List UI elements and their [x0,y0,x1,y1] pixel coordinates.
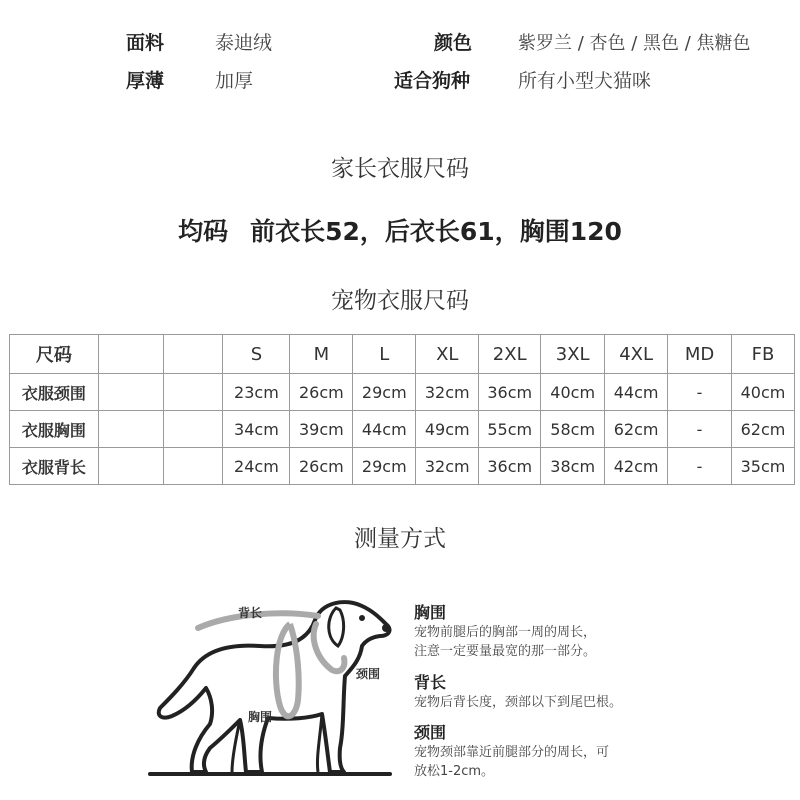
table-cell: 62cm [605,411,668,448]
table-cell: 23cm [223,374,290,411]
measure-item-text: 注意一定要量最宽的那一部分。 [414,644,597,659]
table-cell: 40cm [731,374,794,411]
spec-breed-label: 适合狗种 [394,70,471,92]
table-cell: 62cm [731,411,794,448]
measure-item-title: 胸围 [414,603,447,622]
size-column-header: M [290,335,353,374]
measure-item-neck [414,723,609,781]
spec-fabric-label: 面料 [126,32,165,54]
measure-item-title: 颈围 [414,723,447,742]
diagram-label-neck: 颈围 [356,667,381,681]
table-row [10,448,795,485]
size-column-header: L [353,335,416,374]
spec-fabric-value: 泰迪绒 [215,32,273,54]
table-cell: 42cm [605,448,668,485]
size-column-header: 4XL [605,335,668,374]
table-cell: 49cm [416,411,479,448]
table-cell: 58cm [541,411,605,448]
table-cell: 36cm [479,448,541,485]
owner-size-line [0,212,800,248]
spec-color-value: 紫罗兰 / 杏色 / 黑色 / 焦糖色 [518,33,751,54]
table-cell: 26cm [290,374,353,411]
table-cell: - [668,411,732,448]
table-cell: 32cm [416,448,479,485]
row-label-chest: 衣服胸围 [10,411,99,448]
size-column-header: FB [731,335,794,374]
empty-cell [163,411,223,448]
table-cell: 24cm [223,448,290,485]
pet-size-table [9,334,795,485]
row-label-back: 衣服背长 [10,448,99,485]
owner-size-measurements: 前衣长52，后衣长61，胸围120 [250,217,622,246]
table-cell: 36cm [479,374,541,411]
size-column-header: S [223,335,290,374]
table-cell: 29cm [353,448,416,485]
measure-item-text: 宠物颈部靠近前腿部分的周长，可 [414,745,610,760]
table-cell: 44cm [353,411,416,448]
table-cell: 44cm [605,374,668,411]
owner-size-name: 均码 [178,217,229,246]
measure-item-chest [414,603,596,661]
table-cell: 39cm [290,411,353,448]
empty-cell [98,374,163,411]
measure-heading: 测量方式 [354,526,446,552]
table-cell: 35cm [731,448,794,485]
dog-measurement-diagram [140,588,400,788]
size-header-label: 尺码 [10,335,99,374]
table-row [10,411,795,448]
spec-thickness-label: 厚薄 [126,70,165,92]
table-cell: 32cm [416,374,479,411]
table-cell: 34cm [223,411,290,448]
size-column-header: 3XL [541,335,605,374]
spec-breed-value: 所有小型犬猫咪 [518,70,652,92]
dog-outline-icon [140,588,400,788]
empty-cell [163,448,223,485]
table-cell: 29cm [353,374,416,411]
measure-item-back [414,673,622,712]
table-cell: 55cm [479,411,541,448]
empty-cell [98,448,163,485]
table-cell: 38cm [541,448,605,485]
table-cell: 40cm [541,374,605,411]
owner-size-heading: 家长衣服尺码 [331,156,469,182]
measure-item-text: 放松1-2cm。 [414,764,495,779]
size-column-header: 2XL [479,335,541,374]
empty-cell [98,335,163,374]
measure-item-title: 背长 [414,673,447,692]
empty-cell [163,335,223,374]
pet-size-heading: 宠物衣服尺码 [331,288,469,314]
row-label-neck: 衣服颈围 [10,374,99,411]
spec-thickness-value: 加厚 [215,70,254,92]
spec-color-label: 颜色 [434,32,473,54]
empty-cell [163,374,223,411]
empty-cell [98,411,163,448]
measure-item-text: 宠物前腿后的胸部一周的周长， [414,625,597,640]
size-column-header: MD [668,335,732,374]
table-header-row [10,335,795,374]
table-cell: 26cm [290,448,353,485]
table-row [10,374,795,411]
diagram-label-chest: 胸围 [248,710,273,724]
size-column-header: XL [416,335,479,374]
table-cell: - [668,374,732,411]
measure-item-text: 宠物后背长度，颈部以下到尾巴根。 [414,695,623,710]
table-cell: - [668,448,732,485]
diagram-label-back: 背长 [238,606,263,620]
